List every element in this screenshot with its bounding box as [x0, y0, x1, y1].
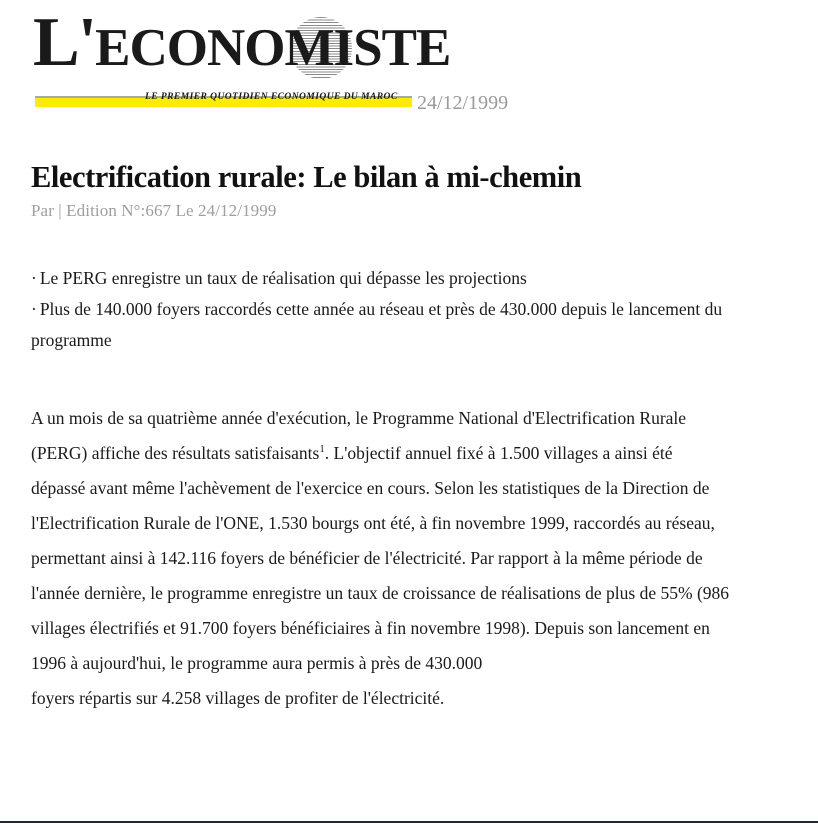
body-text-segment-1: A un mois de sa quatrième année d'exécution, le Programme National d'Electrification Rurale (PERG) affiche des résultats satisfaisants	[31, 408, 687, 464]
page-title: Electrification rurale: Le bilan à mi-chemin	[31, 160, 582, 194]
article-lead-list	[31, 263, 731, 356]
list-item	[31, 294, 731, 356]
bullet-icon: ·	[31, 268, 37, 289]
logo-wordmark	[33, 4, 451, 81]
footnote-marker: 1	[319, 443, 325, 456]
list-item-text: Le PERG enregistre un taux de réalisation qui dépasse les projections	[39, 268, 527, 289]
logo-lead-letters: L'	[33, 4, 96, 81]
list-item	[31, 263, 731, 294]
logo-rest-letters: ECONOMISTE	[95, 19, 451, 77]
article-container	[31, 160, 731, 716]
body-text-segment-3: foyers répartis sur 4.258 villages de profiter de l'électricité.	[31, 688, 445, 709]
publication-tagline: LE PREMIER QUOTIDIEN ECONOMIQUE DU MAROC	[145, 92, 398, 102]
body-text-segment-2: . L'objectif annuel fixé à 1.500 villages a ainsi été dépassé avant même l'achèvement de l'exercice en cours. Selon les statistiques de la Direction de l'Electrification Rurale de l'ONE, 1.530 bourgs ont été, à fin novembre 1999, raccordés au réseau, permettant ainsi à 142.116 foyers de bénéficier de l'électricité. Par rapport à la même période de l'année dernière, le programme enregistre un taux de croissance de réalisations de plus de 55% (986 villages électrifiés et 91.700 foyers bénéficiaires à fin novembre 1998). Depuis son lancement en 1996 à aujourd'hui, le programme aura permis à près de 430.000	[31, 443, 730, 674]
article-paragraph	[31, 681, 731, 716]
article-paragraph	[31, 401, 731, 681]
publication-logo[interactable]	[33, 4, 451, 102]
article-body	[31, 401, 731, 716]
masthead	[0, 0, 818, 122]
bullet-icon: ·	[31, 299, 37, 320]
list-item-text: Plus de 140.000 foyers raccordés cette année au réseau et près de 430.000 depuis le lancement du programme	[31, 299, 723, 351]
article-byline: Par | Edition N°:667 Le 24/12/1999	[31, 201, 277, 221]
page-bottom-divider	[0, 821, 818, 823]
masthead-date: 24/12/1999	[417, 92, 509, 114]
